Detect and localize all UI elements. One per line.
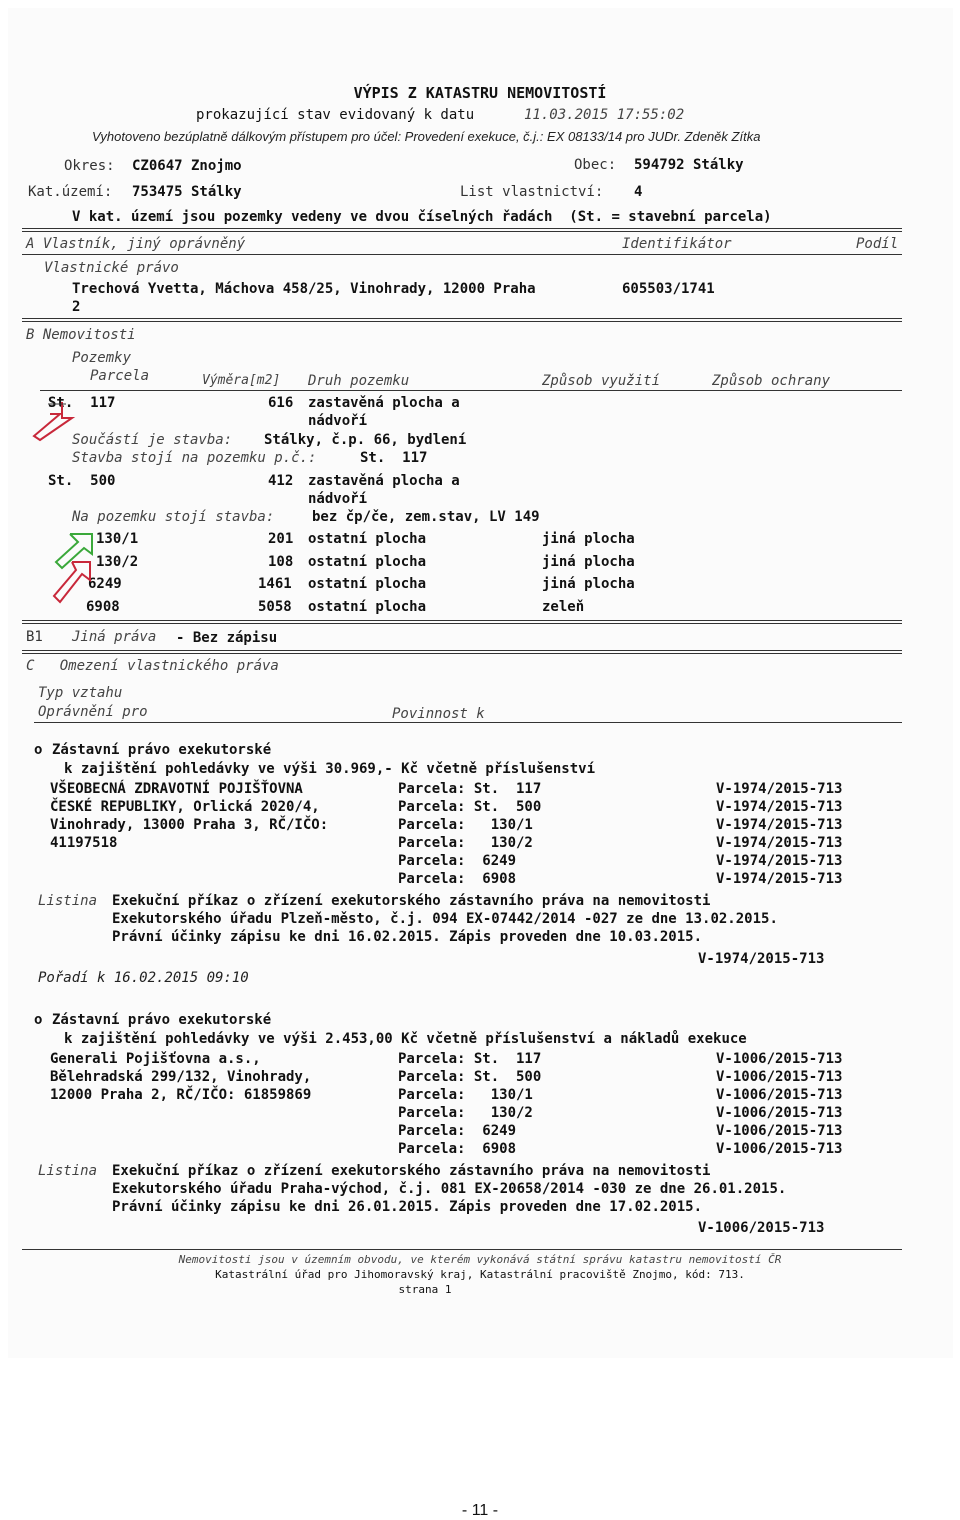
entry2-ref: V-1006/2015-713 bbox=[716, 1141, 843, 1157]
entry1-listina-label: Listina bbox=[38, 893, 98, 909]
divider bbox=[34, 722, 902, 723]
col-ochrany: Způsob ochrany bbox=[712, 373, 831, 389]
entry1-parcela3: Parcela: 130/1 bbox=[398, 817, 533, 833]
entry1-listina3: Právní účinky zápisu ke dni 16.02.2015. Zápis proveden dne 10.03.2015. bbox=[112, 929, 703, 945]
lv-label: List vlastnictví: bbox=[460, 184, 604, 200]
row5-vyuziti: jiná plocha bbox=[542, 576, 635, 592]
footer-divider bbox=[22, 1249, 902, 1250]
entry1-ref: V-1974/2015-713 bbox=[716, 817, 843, 833]
entry1-bullet: o bbox=[34, 742, 43, 758]
entry1-party2: ČESKÉ REPUBLIKY, Orlická 2020/4, bbox=[50, 799, 320, 815]
entry2-parcela1: Parcela: St. 117 bbox=[398, 1051, 542, 1067]
row3-vyuziti: jiná plocha bbox=[542, 531, 635, 547]
entry2-parcela3: Parcela: 130/1 bbox=[398, 1087, 533, 1103]
row1-druh2: nádvoří bbox=[308, 413, 368, 429]
red-arrow-icon bbox=[50, 558, 98, 606]
entry2-bullet: o bbox=[34, 1012, 43, 1028]
document-title: VÝPIS Z KATASTRU NEMOVITOSTÍ bbox=[353, 84, 607, 102]
divider bbox=[22, 254, 902, 255]
row1-stavba-label: Stavba stojí na pozemku p.č.: bbox=[72, 450, 317, 466]
katuzemi-value: 753475 Stálky bbox=[132, 184, 242, 200]
entry1-desc: k zajištění pohledávky ve výši 30.969,- Kč včetně příslušenství bbox=[64, 761, 596, 777]
section-c-title: C Omezení vlastnického práva bbox=[26, 658, 279, 674]
parcel-series-note: V kat. území jsou pozemky vedeny ve dvou číselných řadách (St. = stavební parcela) bbox=[72, 209, 772, 225]
section-a-title: A Vlastník, jiný oprávněný bbox=[26, 236, 246, 252]
row2-na-label: Na pozemku stojí stavba: bbox=[72, 509, 275, 525]
row5-parcela: 6249 bbox=[88, 576, 122, 592]
entry2-listina-ref: V-1006/2015-713 bbox=[698, 1220, 825, 1236]
divider bbox=[22, 318, 902, 322]
entry1-party1: VŠEOBECNÁ ZDRAVOTNÍ POJIŠŤOVNA bbox=[50, 781, 303, 797]
entry2-parcela5: Parcela: 6249 bbox=[398, 1123, 517, 1139]
footer-page: strana 1 bbox=[398, 1283, 452, 1296]
entry1-ref: V-1974/2015-713 bbox=[716, 799, 843, 815]
entry2-ref: V-1006/2015-713 bbox=[716, 1069, 843, 1085]
row3-druh: ostatní plocha bbox=[308, 531, 427, 547]
entry1-parcela4: Parcela: 130/2 bbox=[398, 835, 533, 851]
entry2-parcela2: Parcela: St. 500 bbox=[398, 1069, 542, 1085]
row2-druh1: zastavěná plocha a bbox=[308, 473, 460, 489]
entry1-listina-ref: V-1974/2015-713 bbox=[698, 951, 825, 967]
entry2-listina2: Exekutorského úřadu Praha-východ, č.j. 081 EX-20658/2014 -030 ze dne 26.01.2015. bbox=[112, 1181, 787, 1197]
col-vyuziti: Způsob využití bbox=[542, 373, 661, 389]
entry2-desc: k zajištění pohledávky ve výši 2.453,00 Kč včetně příslušenství a nákladů exekuce bbox=[64, 1031, 747, 1047]
katuzemi-label: Kat.území: bbox=[28, 184, 113, 200]
owner-line2: 2 bbox=[72, 299, 81, 315]
entry1-listina1: Exekuční příkaz o zřízení exekutorského zástavního práva na nemovitosti bbox=[112, 893, 711, 909]
row1-stavba-value: St. 117 bbox=[360, 450, 428, 466]
divider bbox=[40, 390, 902, 391]
row1-soucast-label: Součástí je stavba: bbox=[72, 432, 233, 448]
entry1-ref: V-1974/2015-713 bbox=[716, 781, 843, 797]
row3-vymera: 201 bbox=[268, 531, 294, 547]
col-parcela: Parcela bbox=[90, 368, 150, 384]
entry2-party1: Generali Pojišťovna a.s., bbox=[50, 1051, 261, 1067]
entry2-party3: 12000 Praha 2, RČ/IČO: 61859869 bbox=[50, 1087, 312, 1103]
row1-druh1: zastavěná plocha a bbox=[308, 395, 460, 411]
row5-druh: ostatní plocha bbox=[308, 576, 427, 592]
row1-vymera: 616 bbox=[268, 395, 294, 411]
entry1-party4: 41197518 bbox=[50, 835, 118, 851]
section-b1-label: B1 bbox=[26, 629, 43, 645]
entry1-parcela5: Parcela: 6249 bbox=[398, 853, 517, 869]
generated-note: Vyhotoveno bezúplatně dálkovým přístupem pro účel: Provedení exekuce, č.j.: EX 08133/14 pro JUDr. Zdeněk Zítka bbox=[92, 129, 761, 144]
entry1-ref: V-1974/2015-713 bbox=[716, 871, 843, 887]
footer-line1: Nemovitosti jsou v územním obvodu, ve kterém vykonává státní správu katastru nemovitostí ČR bbox=[178, 1253, 782, 1266]
entry2-party2: Bělehradská 299/132, Vinohrady, bbox=[50, 1069, 312, 1085]
row2-druh2: nádvoří bbox=[308, 491, 368, 507]
col-vymera: Výměra[m2] bbox=[202, 373, 281, 388]
obec-value: 594792 Stálky bbox=[634, 157, 744, 173]
povinnost-k: Povinnost k bbox=[392, 706, 485, 722]
section-b-title: B Nemovitosti bbox=[26, 327, 136, 343]
divider bbox=[22, 620, 902, 624]
row1-soucast-value: Stálky, č.p. 66, bydlení bbox=[264, 432, 467, 448]
entry1-parcela1: Parcela: St. 117 bbox=[398, 781, 542, 797]
entry1-parcela6: Parcela: 6908 bbox=[398, 871, 517, 887]
col-druh: Druh pozemku bbox=[308, 373, 410, 389]
section-b1-title: Jiná práva bbox=[72, 629, 157, 645]
entry2-parcela6: Parcela: 6908 bbox=[398, 1141, 517, 1157]
row1-parcela: St. 117 bbox=[48, 395, 116, 411]
entry1-poradi: Pořadí k 16.02.2015 09:10 bbox=[38, 970, 249, 986]
row5-vymera: 1461 bbox=[258, 576, 292, 592]
row6-vyuziti: zeleň bbox=[542, 599, 585, 615]
entry2-parcela4: Parcela: 130/2 bbox=[398, 1105, 533, 1121]
page-number: - 11 - bbox=[461, 1502, 499, 1519]
owner-id: 605503/1741 bbox=[622, 281, 715, 297]
entry2-listina1: Exekuční příkaz o zřízení exekutorského zástavního práva na nemovitosti bbox=[112, 1163, 711, 1179]
pozemky-label: Pozemky bbox=[72, 350, 132, 366]
entry2-listina-label: Listina bbox=[38, 1163, 98, 1179]
row4-vyuziti: jiná plocha bbox=[542, 554, 635, 570]
entry1-ref: V-1974/2015-713 bbox=[716, 853, 843, 869]
divider bbox=[22, 228, 902, 232]
entry1-parcela2: Parcela: St. 500 bbox=[398, 799, 542, 815]
row2-parcela: St. 500 bbox=[48, 473, 116, 489]
row6-druh: ostatní plocha bbox=[308, 599, 427, 615]
row4-parcela: 130/2 bbox=[96, 554, 139, 570]
typ-vztahu: Typ vztahu bbox=[38, 685, 123, 701]
col-podil: Podíl bbox=[856, 236, 899, 252]
obec-label: Obec: bbox=[574, 157, 617, 173]
vlastnicke-pravo: Vlastnické právo bbox=[44, 260, 179, 276]
row3-parcela: 130/1 bbox=[96, 531, 139, 547]
footer-line2: Katastrální úřad pro Jihomoravský kraj, Katastrální pracoviště Znojmo, kód: 713. bbox=[215, 1268, 745, 1281]
entry1-title: Zástavní právo exekutorské bbox=[52, 742, 272, 758]
row4-druh: ostatní plocha bbox=[308, 554, 427, 570]
row2-vymera: 412 bbox=[268, 473, 294, 489]
entry2-listina3: Právní účinky zápisu ke dni 26.01.2015. Zápis proveden dne 17.02.2015. bbox=[112, 1199, 703, 1215]
subtitle-label: prokazující stav evidovaný k datu bbox=[196, 107, 475, 123]
lv-value: 4 bbox=[634, 184, 643, 200]
entry2-ref: V-1006/2015-713 bbox=[716, 1105, 843, 1121]
opravneni-pro: Oprávnění pro bbox=[38, 704, 148, 720]
row6-vymera: 5058 bbox=[258, 599, 292, 615]
divider bbox=[22, 650, 902, 654]
okres-label: Okres: bbox=[64, 158, 115, 174]
row4-vymera: 108 bbox=[268, 554, 294, 570]
subtitle-date: 11.03.2015 17:55:02 bbox=[524, 107, 685, 123]
entry2-ref: V-1006/2015-713 bbox=[716, 1087, 843, 1103]
row2-na-value: bez čp/če, zem.stav, LV 149 bbox=[312, 509, 540, 525]
entry2-title: Zástavní právo exekutorské bbox=[52, 1012, 272, 1028]
entry2-ref: V-1006/2015-713 bbox=[716, 1051, 843, 1067]
entry1-listina2: Exekutorského úřadu Plzeň-město, č.j. 094 EX-07442/2014 -027 ze dne 13.02.2015. bbox=[112, 911, 778, 927]
okres-value: CZ0647 Znojmo bbox=[132, 158, 242, 174]
entry1-ref: V-1974/2015-713 bbox=[716, 835, 843, 851]
entry1-party3: Vinohrady, 13000 Praha 3, RČ/IČO: bbox=[50, 817, 329, 833]
col-identifikator: Identifikátor bbox=[622, 236, 732, 252]
red-arrow-icon bbox=[30, 396, 80, 446]
owner-line1: Trechová Yvetta, Máchova 458/25, Vinohrady, 12000 Praha bbox=[72, 281, 536, 297]
row6-parcela: 6908 bbox=[86, 599, 120, 615]
section-b1-value: - Bez zápisu bbox=[176, 630, 278, 646]
entry2-ref: V-1006/2015-713 bbox=[716, 1123, 843, 1139]
